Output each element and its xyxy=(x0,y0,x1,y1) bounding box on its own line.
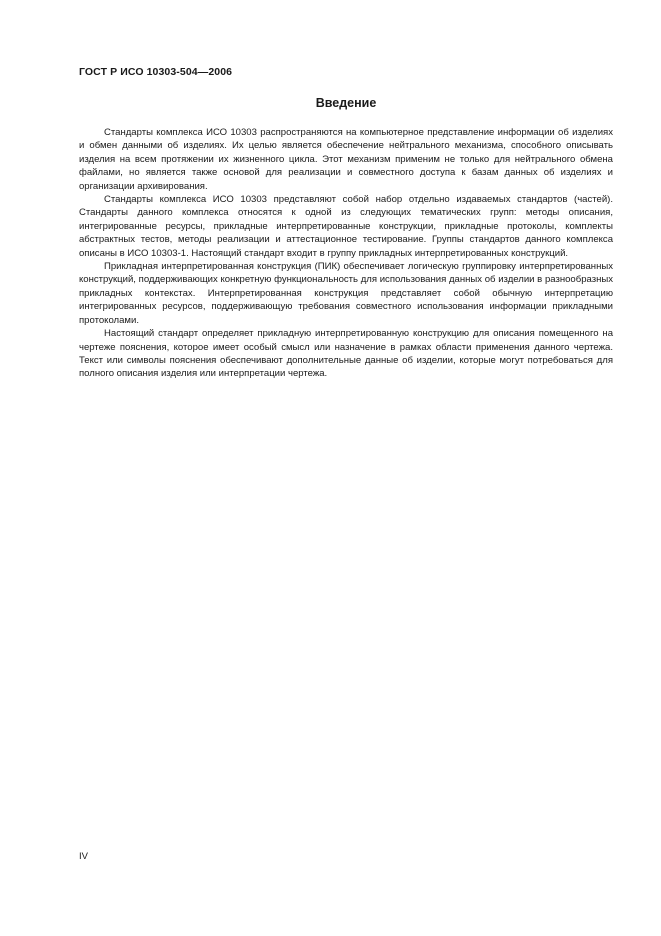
paragraph-3: Прикладная интерпретированная конструкция (ПИК) обеспечивает логическую группировку интерпретированных конструкций, поддерживающих конкретную функциональность для использования данных об изделии в разнообразных прикладных контекстах. Интерпретированная конструкция представляет собой обычную интерпретацию интегрированных ресурсов, поддерживающую требования совместного использования информации прикладными протоколами. xyxy=(79,261,613,326)
paragraph-2: Стандарты комплекса ИСО 10303 представляют собой набор отдельно издаваемых стандартов (частей). Стандарты данного комплекса относятся к одной из следующих тематических групп: методы описания, интегрированные ресурсы, прикладные интерпретированные конструкции, прикладные протоколы, комплекты абстрактных тестов, методы реализации и аттестационное тестирование. Группы стандартов данного комплекса описаны в ИСО 10303-1. Настоящий стандарт входит в группу прикладных интерпретированных конструкций. xyxy=(79,194,613,259)
page-number: IV xyxy=(79,851,88,862)
paragraph-4: Настоящий стандарт определяет прикладную интерпретированную конструкцию для описания помещенного на чертеже пояснения, которое имеет особый смысл или назначение в рамках области применения данного чертежа. Текст или символы пояснения обеспечивают дополнительные данные об изделии, которые могут потребоваться для полного описания изделия или интерпретации чертежа. xyxy=(79,328,613,380)
section-title: Введение xyxy=(315,96,377,110)
document-code: ГОСТ Р ИСО 10303-504—2006 xyxy=(79,66,233,78)
paragraph-1: Стандарты комплекса ИСО 10303 распространяются на компьютерное представление информации об изделиях и обмен данными об изделиях. Их целью является обеспечение нейтрального механизма, способного описывать изделия на всем протяжении их жизненного цикла. Этот механизм применим не только для нейтрального обмена файлами, но является также основой для реализации и совместного доступа к базам данных об изделиях и организации архивирования. xyxy=(79,127,613,192)
introduction-body xyxy=(79,126,613,381)
